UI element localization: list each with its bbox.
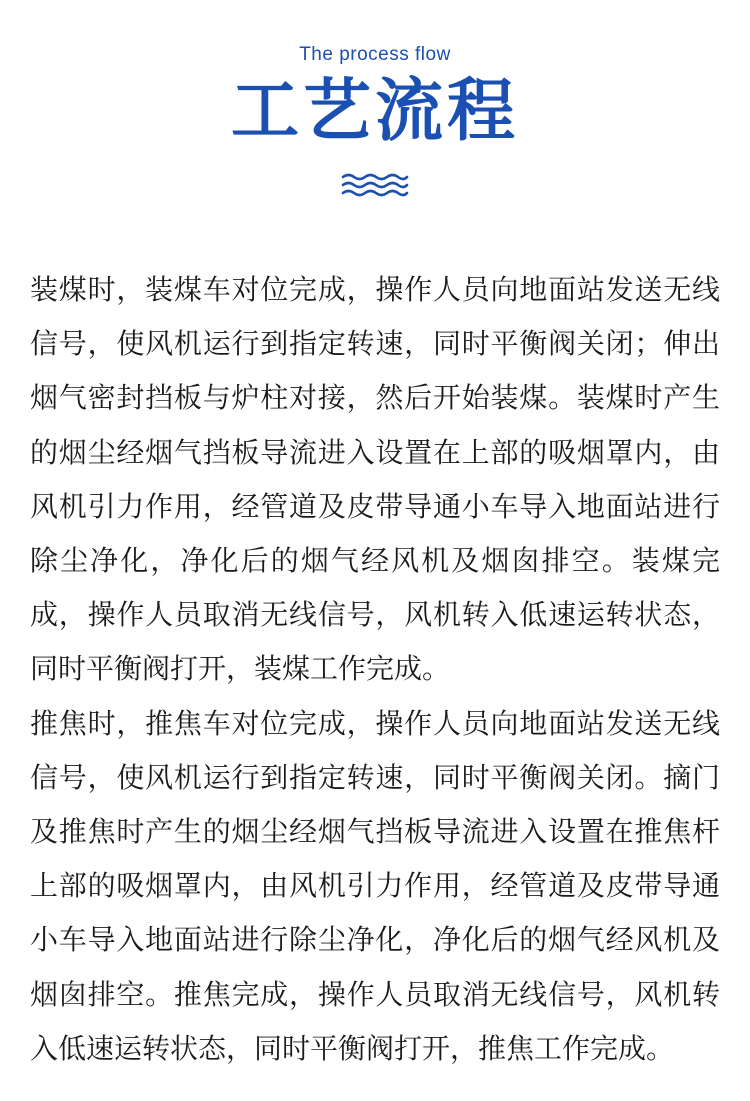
wave-icon <box>341 172 409 198</box>
section-subtitle: The process flow <box>299 44 451 65</box>
paragraph-coal-charging: 装煤时，装煤车对位完成，操作人员向地面站发送无线信号，使风机运行到指定转速，同时平衡阀关闭；伸出烟气密封挡板与炉柱对接，然后开始装煤。装煤时产生的烟尘经烟气挡板导流进入设置在上部的吸烟罩内，由风机引力作用，经管道及皮带导通小车导入地面站进行除尘净化，净化后的烟气经风机及烟囱排空。装煤完成，操作人员取消无线信号，风机转入低速运转状态，同时平衡阀打开，装煤工作完成。 <box>30 273 720 686</box>
section-title: 工艺流程 <box>230 72 519 151</box>
paragraph-coke-pushing: 推焦时，推焦车对位完成，操作人员向地面站发送无线信号，使风机运行到指定转速，同时平衡阀关闭。摘门及推焦时产生的烟尘经烟气挡板导流进入设置在推焦杆上部的吸烟罩内，由风机引力作用，经管道及皮带导通小车导入地面站进行除尘净化，净化后的烟气经风机及烟囱排空。推焦完成，操作人员取消无线信号，风机转入低速运转状态，同时平衡阀打开，推焦工作完成。 <box>30 706 720 1065</box>
process-description <box>30 263 720 1076</box>
